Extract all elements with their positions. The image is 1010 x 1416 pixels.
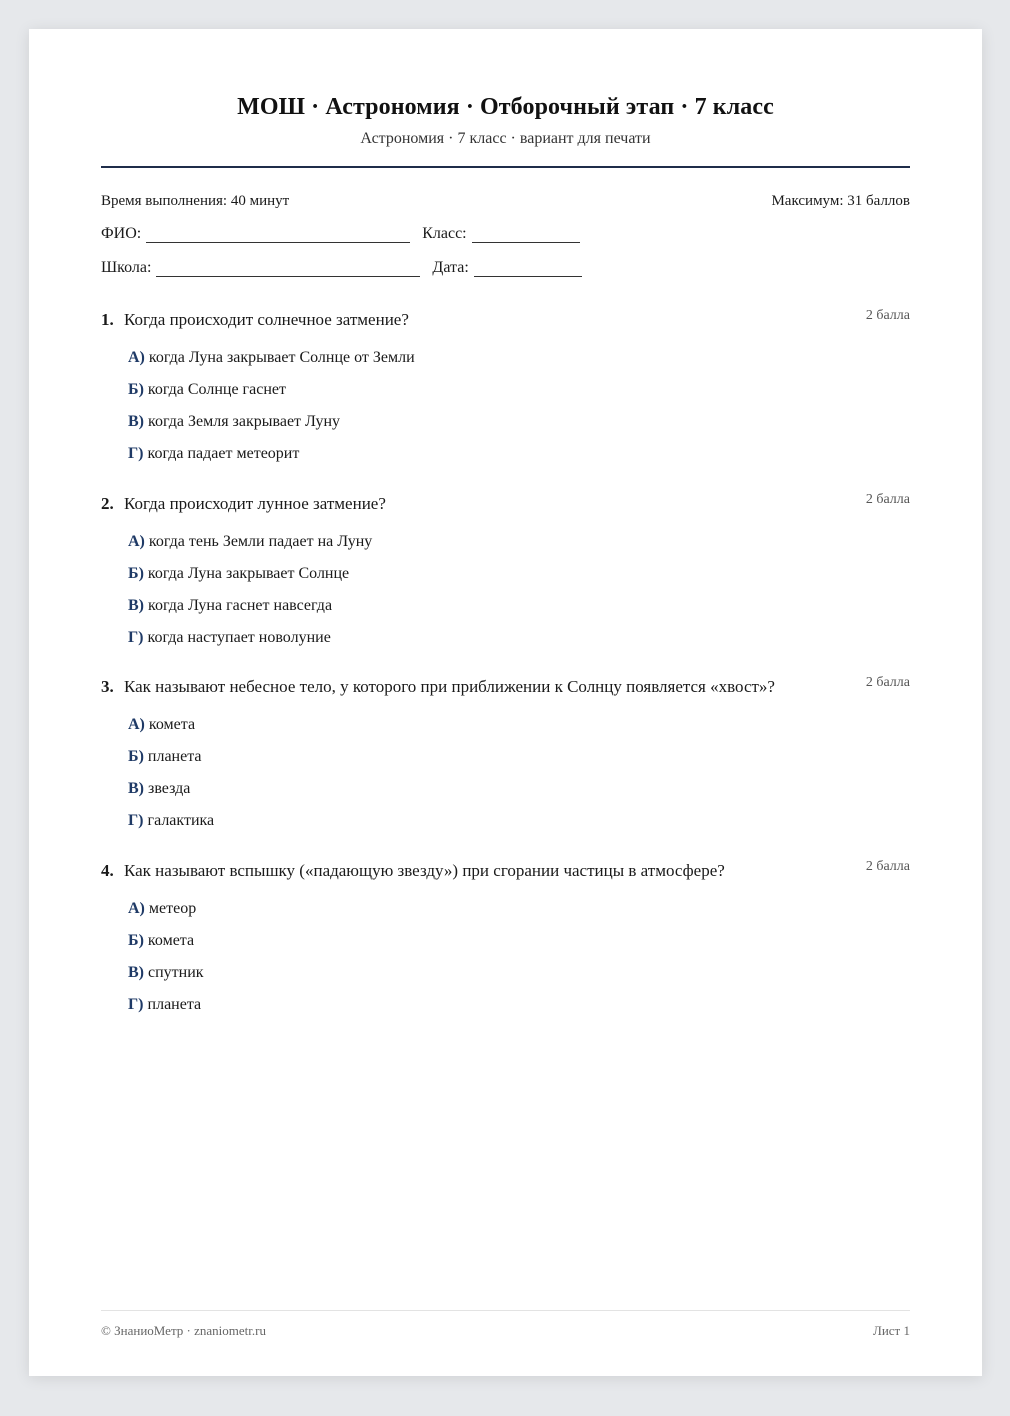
option-g (128, 995, 910, 1027)
option-text: когда наступает новолуние (147, 629, 331, 646)
options-list (101, 532, 910, 660)
option-letter: А) (128, 900, 145, 917)
option-v (128, 596, 910, 628)
option-text: звезда (148, 780, 191, 797)
question-header (101, 861, 910, 885)
option-a (128, 715, 910, 747)
question-number: 3. (101, 677, 114, 696)
footer-page-number: Лист 1 (873, 1323, 910, 1338)
option-a (128, 899, 910, 931)
options-list (101, 899, 910, 1027)
option-text: когда Земля закрывает Луну (148, 413, 341, 430)
option-v (128, 779, 910, 811)
school-label: Школа: (101, 259, 152, 276)
option-letter: А) (128, 716, 145, 733)
option-letter: Б) (128, 565, 144, 582)
option-text: когда падает метеорит (147, 445, 300, 462)
question-text: Когда происходит лунное затмение? (124, 494, 386, 513)
question-number: 2. (101, 494, 114, 513)
option-b (128, 380, 910, 412)
option-text: когда Луна гаснет навсегда (148, 597, 333, 614)
option-letter: В) (128, 780, 144, 797)
option-letter: Г) (128, 812, 144, 829)
option-letter: В) (128, 964, 144, 981)
question-2 (101, 494, 910, 660)
date-label: Дата: (432, 259, 469, 276)
question-header (101, 677, 910, 701)
option-letter: А) (128, 533, 145, 550)
footer (101, 1323, 910, 1339)
option-v (128, 412, 910, 444)
option-letter: Б) (128, 748, 144, 765)
option-text: комета (148, 716, 196, 733)
question-text: Когда происходит солнечное затмение? (124, 310, 409, 329)
option-letter: В) (128, 413, 144, 430)
question-points: 2 балла (865, 675, 910, 690)
option-v (128, 963, 910, 995)
option-a (128, 532, 910, 564)
option-text: комета (147, 932, 195, 949)
option-b (128, 931, 910, 963)
time-limit: Время выполнения: 40 минут (101, 193, 290, 209)
option-text: когда Солнце гаснет (147, 381, 286, 398)
options-list (101, 715, 910, 843)
question-header (101, 310, 910, 334)
question-points: 2 балла (865, 492, 910, 507)
option-text: планета (147, 748, 202, 765)
meta-row (101, 193, 910, 210)
option-letter: В) (128, 597, 144, 614)
field-row-fio (101, 225, 910, 243)
option-b (128, 564, 910, 596)
question-4 (101, 861, 910, 1027)
fio-label: ФИО: (101, 225, 142, 242)
question-text: Как называют вспышку («падающую звезду») при сгорании частицы в атмосфере? (124, 861, 725, 880)
question-number: 4. (101, 861, 114, 880)
question-points: 2 балла (865, 859, 910, 874)
option-a (128, 348, 910, 380)
option-text: когда тень Земли падает на Луну (148, 533, 373, 550)
question-header (101, 494, 910, 518)
max-score: Максимум: 31 баллов (771, 193, 910, 209)
option-b (128, 747, 910, 779)
option-text: планета (147, 996, 202, 1013)
option-text: спутник (148, 964, 204, 981)
document-sheet (29, 29, 982, 1376)
question-text: Как называют небесное тело, у которого при приближении к Солнцу появляется «хвост»? (124, 677, 775, 696)
question-1 (101, 310, 910, 476)
question-number: 1. (101, 310, 114, 329)
options-list (101, 348, 910, 476)
option-text: галактика (147, 812, 215, 829)
date-blank (474, 260, 582, 277)
class-blank (472, 226, 580, 243)
option-text: когда Луна закрывает Солнце (147, 565, 350, 582)
footer-divider (101, 1310, 910, 1311)
fio-blank (146, 226, 410, 243)
option-g (128, 444, 910, 476)
question-3 (101, 677, 910, 843)
option-g (128, 811, 910, 843)
sheet-content (101, 29, 910, 1376)
class-label: Класс: (422, 225, 467, 242)
header-divider (101, 166, 910, 168)
footer-copyright: © ЗнаниоМетр · znaniometr.ru (101, 1323, 266, 1338)
page-title: МОШ · Астрономия · Отборочный этап · 7 класс (237, 94, 774, 120)
option-letter: Г) (128, 629, 144, 646)
question-points: 2 балла (865, 308, 910, 323)
option-text: метеор (148, 900, 197, 917)
option-text: когда Луна закрывает Солнце от Земли (148, 349, 415, 366)
field-row-school (101, 259, 910, 277)
option-letter: Б) (128, 932, 144, 949)
option-letter: Г) (128, 996, 144, 1013)
school-blank (156, 260, 420, 277)
option-letter: Г) (128, 445, 144, 462)
page-subtitle: Астрономия · 7 класс · вариант для печати (360, 130, 651, 147)
option-g (128, 628, 910, 660)
option-letter: Б) (128, 381, 144, 398)
option-letter: А) (128, 349, 145, 366)
